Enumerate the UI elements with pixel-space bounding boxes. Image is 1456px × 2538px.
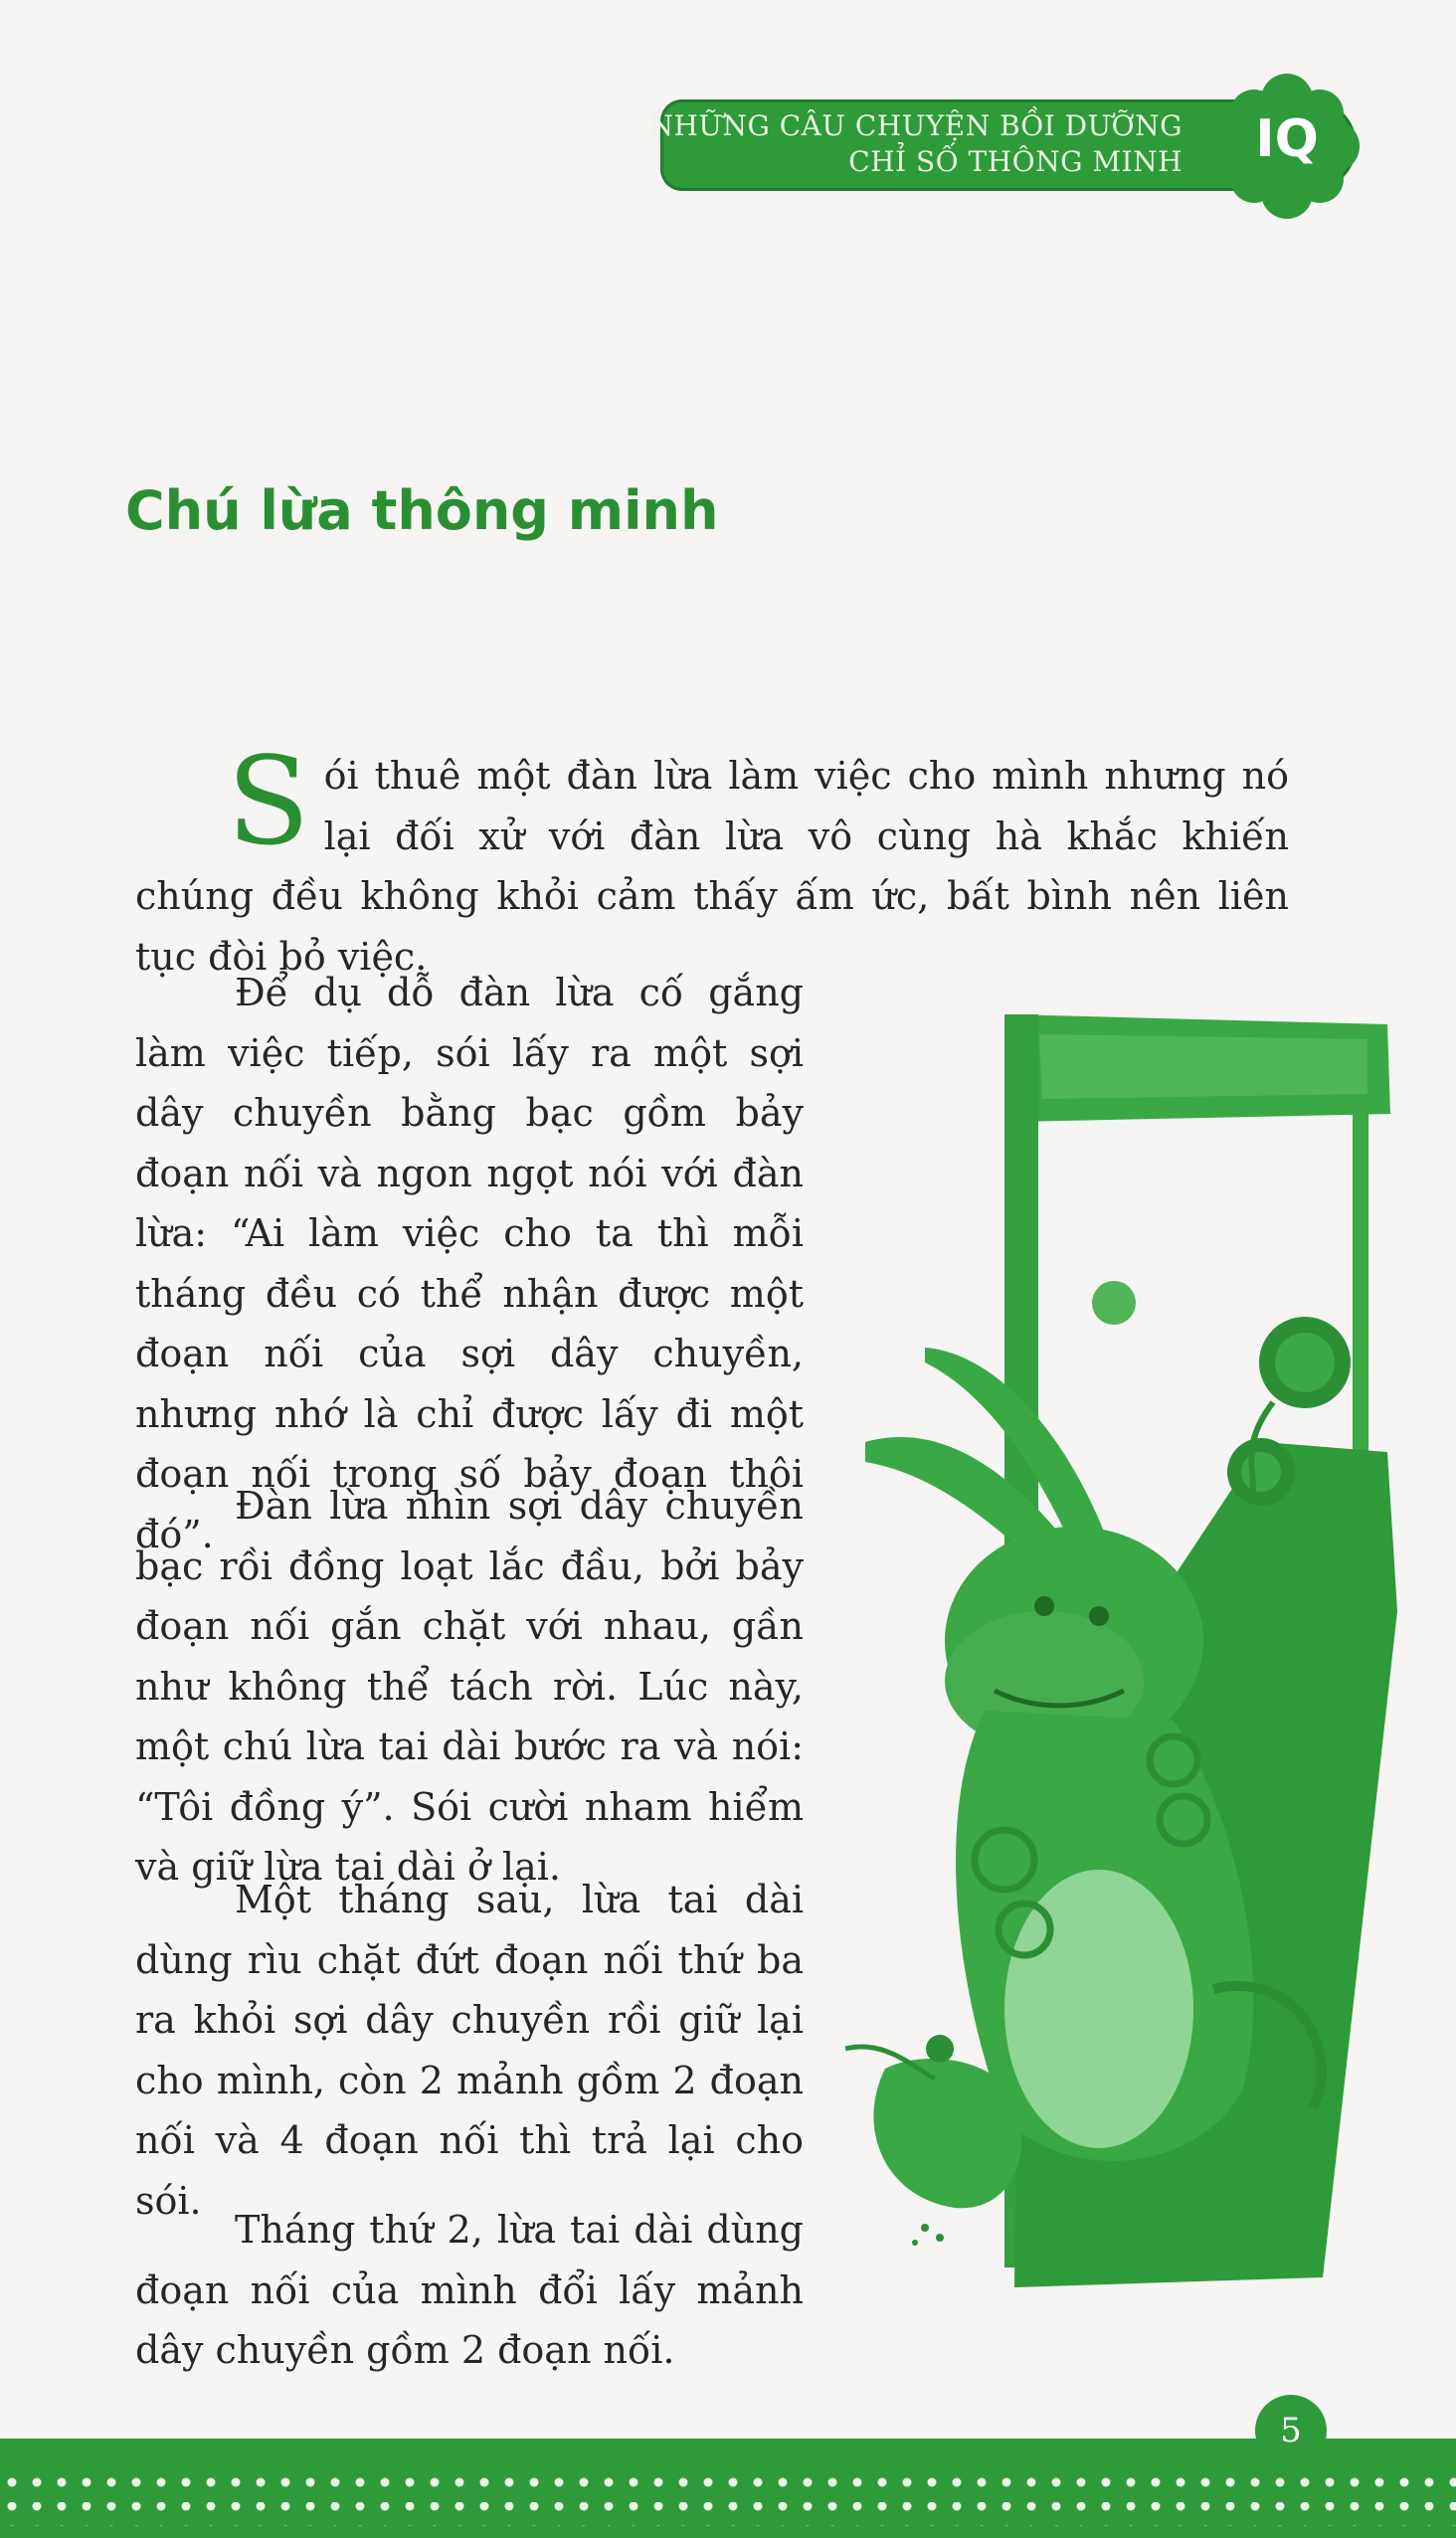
footer-dot-pattern: [0, 2447, 1456, 2530]
header-series-line-2: CHỈ SỐ THÔNG MINH: [848, 145, 1183, 178]
page-number: 5: [1280, 2411, 1302, 2450]
paragraph-5: Tháng thứ 2, lừa tai dài dùng đoạn nối của mình đổi lấy mảnh dây chuyền gồm 2 đoạn nối.: [135, 2208, 804, 2372]
paragraph-2: Để dụ dỗ đàn lừa cố gắng làm việc tiếp, sói lấy ra một sợi dây chuyền bằng bạc gồm bảy đoạn nối và ngon ngọt nói với đàn lừa: “Ai làm việc cho ta thì mỗi tháng đều có thể nhận được một đoạn nối của sợi dây chuyền, nhưng nhớ là chỉ được lấy đi một đoạn nối trong số bảy đoạn thôi đó”.: [135, 971, 804, 1556]
iq-badge-label: IQ: [1255, 109, 1319, 169]
story-title: Chú lừa thông minh: [125, 479, 719, 542]
paragraph-4: Một tháng sau, lừa tai dài dùng rìu chặt đứt đoạn nối thứ ba ra khỏi sợi dây chuyền rồi giữ lại cho mình, còn 2 mảnh gồm 2 đoạn nối và 4 đoạn nối thì trả lại cho sói.: [135, 1878, 804, 2223]
donkey-illustration: [845, 995, 1402, 2317]
paragraph-3: Đàn lừa nhìn sợi dây chuyền bạc rồi đồng loạt lắc đầu, bởi bảy đoạn nối gắn chặt với nhau, gần như không thể tách rời. Lúc này, một chú lừa tai dài bước ra và nói: “Tôi đồng ý”. Sói cười nham hiểm và giữ lừa tai dài ở lại.: [135, 1484, 804, 1889]
paragraph-1-text: ói thuê một đàn lừa làm việc cho mình nhưng nó lại đối xử với đàn lừa vô cùng hà khắc khiến chúng đều không khỏi cảm thấy ấm ức, bất bình nên liên tục đòi bỏ việc.: [135, 754, 1289, 979]
paragraph-1: [135, 731, 1289, 987]
drop-cap: S: [227, 731, 310, 872]
header-series-line-1: NHỮNG CÂU CHUYỆN BỒI DƯỠNG: [648, 109, 1183, 142]
